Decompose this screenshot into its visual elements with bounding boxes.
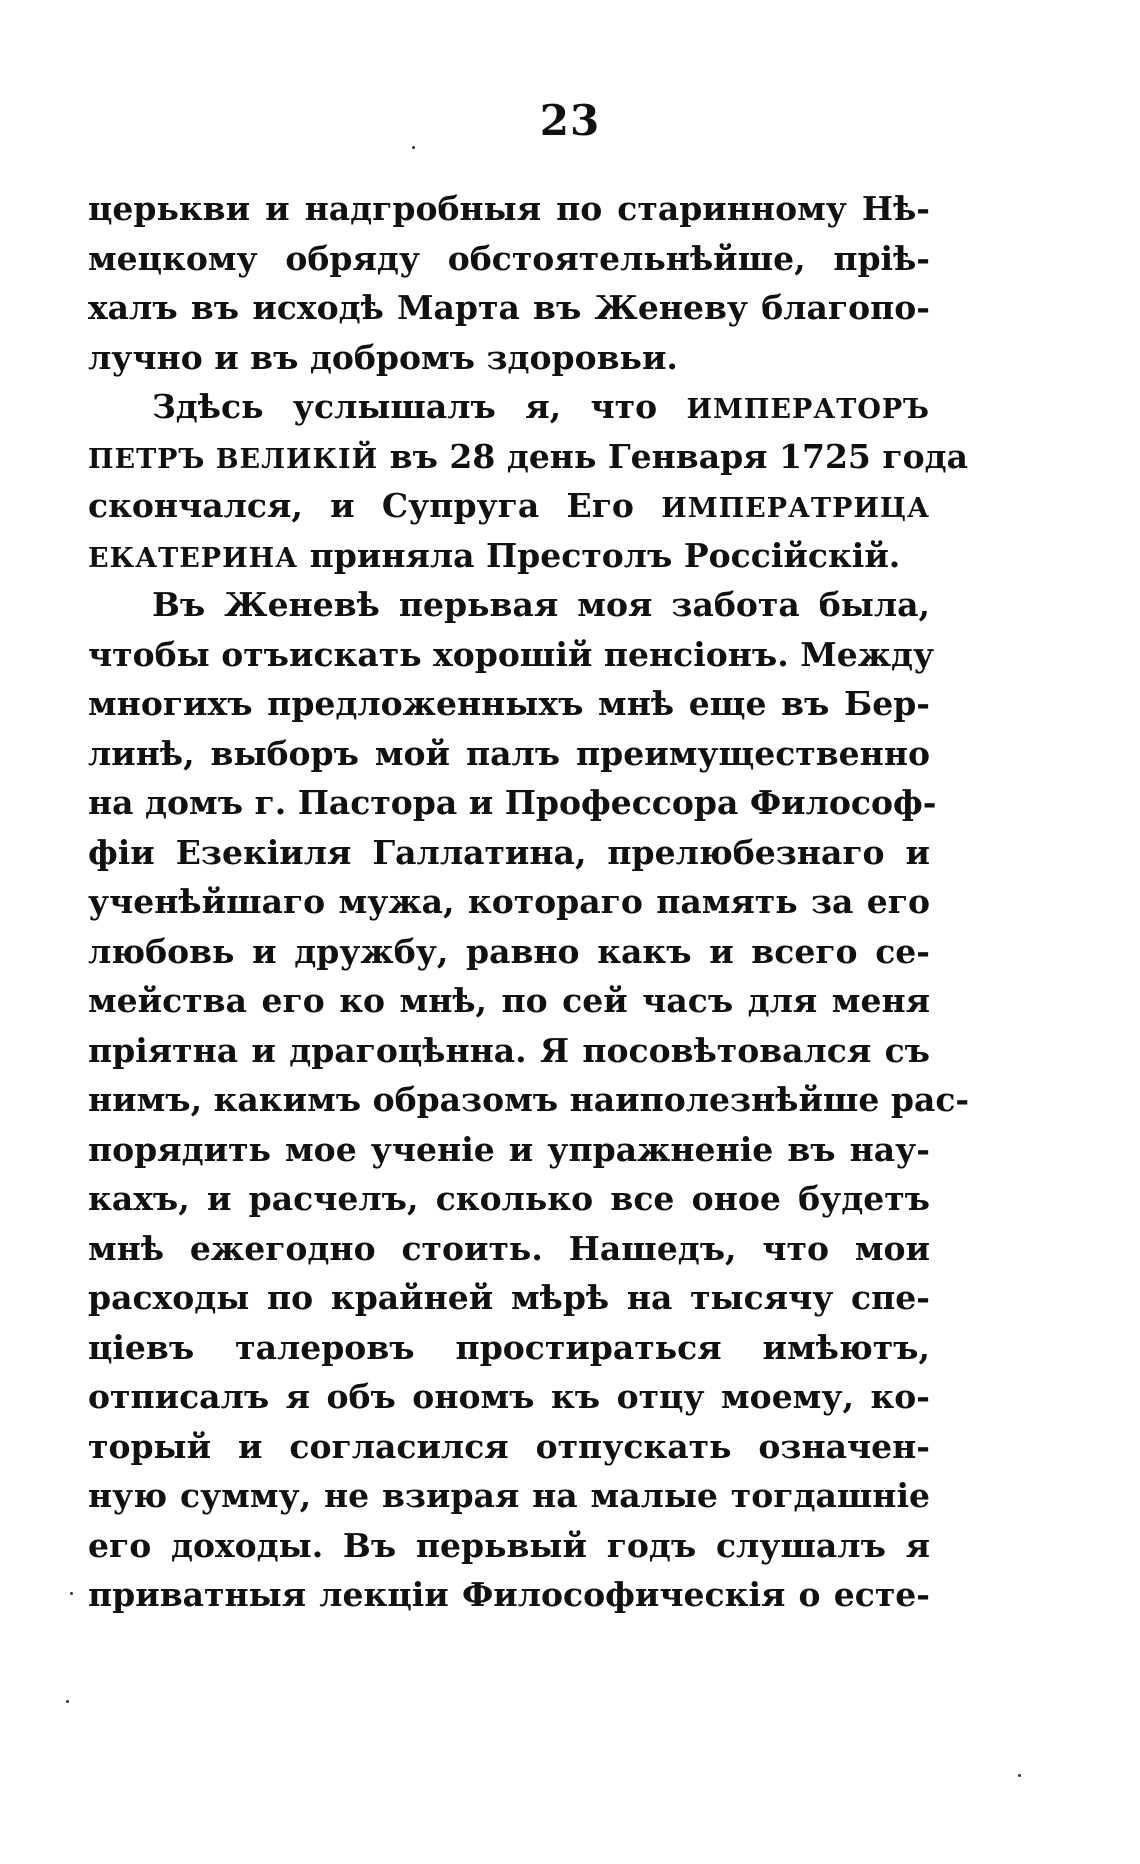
text-line: Въ Женевѣ перьвая моя забота была, [152,585,930,624]
text-line [88,382,930,432]
text-line: церькви и надгробныя по старинному Нѣ- [88,189,930,228]
text-line: мейства его ко мнѣ, по сей часъ для меня [88,981,930,1020]
text-line: чтобы отъискать хорошiй пенсiонъ. Между [88,634,935,674]
text-line [88,432,968,482]
text-line: любовь и дружбу, равно какъ и всего се- [88,931,930,971]
scan-speck [412,146,415,149]
page-number: 23 [539,96,601,145]
text-segment: приняла Престолъ Россiйскiй. [298,535,901,575]
text-line: халъ въ исходѣ Марта въ Женеву благопо- [88,288,930,327]
text-line: отписалъ я объ ономъ къ отцу моему, ко- [88,1377,930,1416]
text-line: нимъ, какимъ образомъ наиполезнѣйше рас- [88,1080,970,1119]
text-line: фiи Езекiиля Галлатина, прелюбезнаго и [88,832,930,872]
text-segment: Здѣсь услышалъ я, что [152,387,687,426]
text-line: приватныя лекцiи Философическiя о есте- [88,1575,930,1614]
text-line: его доходы. Въ перьвый годъ слушалъ я [88,1525,930,1565]
text-line: цiевъ талеровъ простираться имѣютъ, [88,1327,930,1367]
name-catherine: ЕКАТЕРИНА [88,542,299,574]
text-line: мнѣ ежегодно стоить. Нашедъ, что мои [88,1228,930,1268]
text-line: линѣ, выборъ мой палъ преимущественно [88,733,930,773]
text-line: торый и согласился отпускать означен- [88,1426,930,1466]
text-line: на домъ г. Пастора и Профессора Философ- [88,783,937,822]
body-text [88,184,970,1620]
text-line [88,531,930,581]
text-segment: скончался, и Супруга Его [88,486,662,525]
text-line: ную сумму, не взирая на малые тогдашнiе [88,1476,930,1515]
text-line [88,481,930,531]
text-line: расходы по крайней мѣрѣ на тысячу спе- [88,1278,930,1317]
text-line: прiятна и драгоцѣнна. Я посовѣтовался съ [88,1030,930,1070]
name-peter-the-great: ПЕТРЪ ВЕЛИКIЙ [88,443,379,475]
scan-speck [70,1592,73,1595]
text-line: многихъ предложенныхъ мнѣ еще въ Бер- [88,684,930,723]
text-line: порядить мое ученiе и упражненiе въ нау- [88,1129,930,1169]
text-line: мецкому обряду обстоятельнѣйше, прiѣ- [88,238,930,278]
text-segment: въ 28 день Генваря 1725 года [378,436,968,476]
text-line: кахъ, и расчелъ, сколько все оное будетъ [88,1179,930,1218]
scan-speck [66,1700,69,1703]
text-line: ученѣйшаго мужа, котораго память за его [88,882,930,921]
title-emperor: ИМПЕРАТОРЪ [686,394,930,425]
title-empress: ИМПЕРАТРИЦА [661,493,930,524]
scan-speck [1018,1774,1021,1777]
text-line: лучно и въ добромъ здоровьи. [88,337,678,377]
